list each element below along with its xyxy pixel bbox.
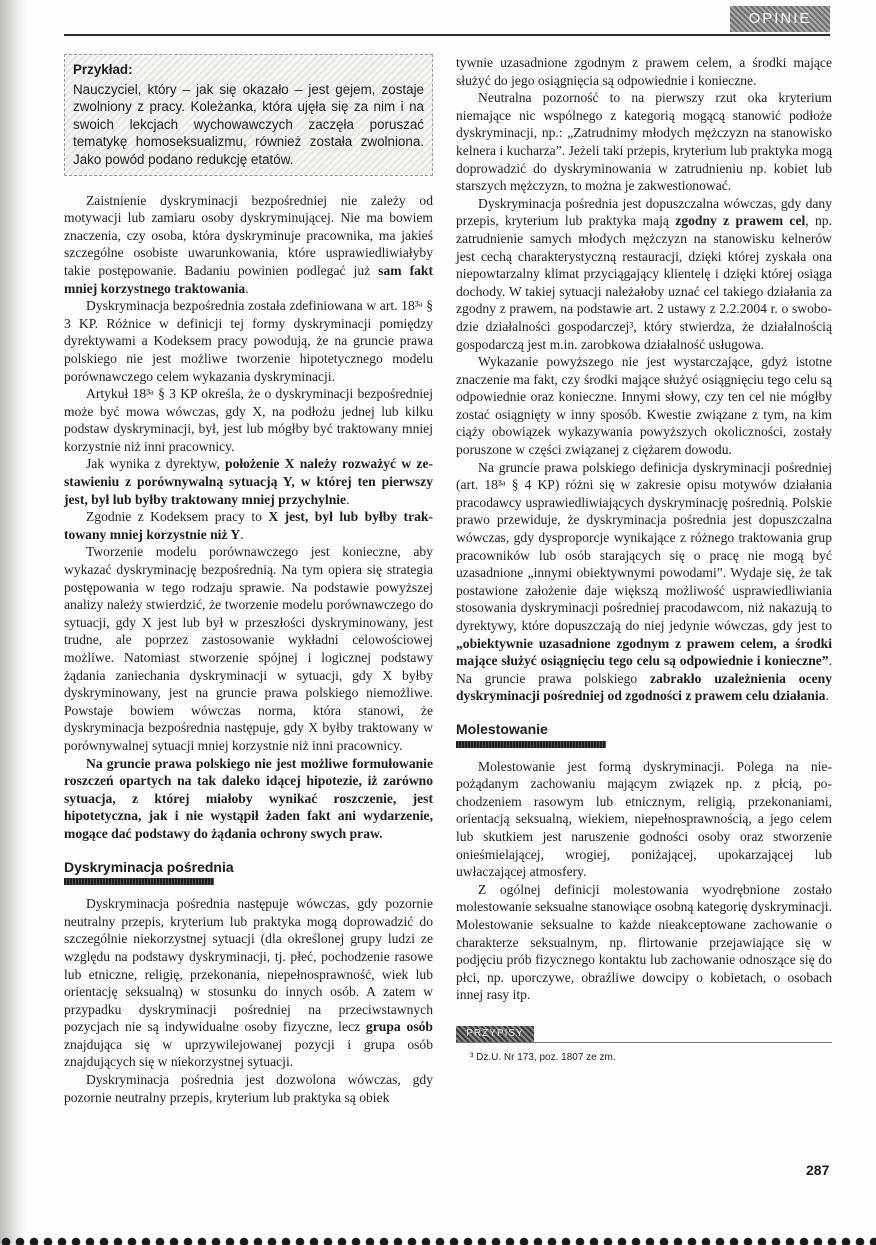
section-heading-harassment: Molestowanie [456,720,548,737]
paragraph: Dyskryminacja pośrednia jest dozwolona wówczas, gdy pozornie neutralny przepis, kryterium lub praktyka są obiek [64,1072,433,1105]
paragraph: Zaistnienie dyskryminacji bezpośredniej nie zależy od motywacji lub zamiaru osoby dyskryminującej. Nie ma bowiem znaczenia, czy osoba, która dyskryminuje pracownika, ma jakieś szczególne osobiste uwarunkowania, które usprawiedliwiałyby takie postępowanie. Badaniu powinien podlegać już sam fakt mniej korzystnego traktowania. [64,192,433,296]
page-number: 287 [806,1162,830,1178]
paragraph: Dyskryminacja bezpośrednia została zdefiniowana w art. 18³ᵃ § 3 KP. Różnice w definicji tej formy dyskryminacji pomiędzy dyrektywami a Kodeksem pracy powodują, że na gruncie prawa polskiego nie jest możliwe tworzenie hipotetycznego modelu porównawczego celem wykazania dyskryminacji. [64,298,433,384]
heading-underline-bar [456,741,606,748]
heading-underline-bar [64,878,214,885]
paragraph: Wykazanie powyższego nie jest wystarczające, gdyż istotne znaczenie ma fakt, czy środki mające służyć osiągnięciu tego celu są odpowiednie oraz konieczne. Innymi słowy, czy ten cel nie mógłby zostać osiągnięty w inny sposób. Kwestie związane z tym, na kim ciąży obowiązek wykazywania powyższych okoliczności, zostały poruszone w części związanej z ciężarem dowodu. [456,354,832,458]
footnote-rule [456,1042,832,1043]
example-box [64,54,433,176]
paragraph: tywnie uzasadnione zgodnym z prawem celem, a środki mające służyć do jego osiągnięcia są odpowiednie i konieczne. [456,55,832,88]
paragraph: Dyskryminacja pośrednia jest dopuszczalna wówczas, gdy dany przepis, kryterium lub praktyka mają zgodny z prawem cel, np. zatrudnienie samych młodych mężczyzn na stanowisku kelnerów jest cechą charakterystyczną restauracji, dzięki której zyskała ona niepowtarzalny klimat przyciągający klientelę i dzięki której osiąga dochody. W takiej sytuacji należałoby uznać cel takiego działania za zgodny z prawem, na podstawie art. 2 ustawy z 2.2.2004 r. o swobodzie działalności gospodarczej³, który stwierdza, że działalnością gospodarczą jest m.in. zarobkowa działalność usługowa. [456,195,832,352]
paragraph: Z ogólnej definicji molestowania wyodrębnione zostało molestowanie seksualne stanowiące osobną kategorię dyskryminacji. Molestowanie seksualne to każde nieakceptowane zachowanie o charakterze seksualnym, np. flirtowanie przejawiające się w podjęciu prób fizycznego kontaktu lub zachowanie odnoszące się do płci, np. uporczywe, obraźliwe dowcipy o kobietach, o osobach innej rasy itp. [456,881,832,1003]
paragraph: Dyskryminacja pośrednia następuje wówczas, gdy pozornie neutralny przepis, kryterium lub praktyka mogą doprowadzić do szczególnie niekorzystnej sytuacji (dla określonej grupy ludzi ze względu na podstawy dyskryminacji, tj. płeć, pochodzenie rasowe lub etniczne, religię, przekonania, niepełnosprawność, wiek lub orientację seksualną) w stosunku do innych osób. A zatem w przypadku dyskryminacji pośredniej na przeciwstawnych pozycjach nie są indywidualne osoby fizyczne, lecz grupa osób znajdująca się w uprzywilejowanej pozycji i grupa osób znajdujących się w niekorzystnej sytuacji. [64,896,433,1070]
paragraph: Zgodnie z Kodeksem pracy to X jest, był lub byłby traktowany mniej korzystnie niż Y. [64,509,434,542]
paragraph-emphasis: Na gruncie prawa polskiego nie jest możliwe formułowanie roszczeń opartych na tak daleko idącej hipotezie, iż zarówno sytuacja, z której miałoby wynikać roszczenie, jest hipotetyczna, jak i nie wystąpił żaden fakt ani wydarzenie, mogące dać podstawy do żądania ochrony swych praw. [64,755,433,841]
footnote: ³ Dz.U. Nr 173, poz. 1807 ze zm. [470,1051,616,1063]
paragraph: Na gruncie prawa polskiego definicja dyskryminacji pośredniej (art. 18³ᵃ § 4 KP) różni się w zakresie opisu motywów działania pracodawcy usprawiedliwiających dyskryminację pośrednią. Polskie prawo przewiduje, że dyskryminacja pośrednia jest dopuszczalna wówczas, gdy dysproporcje wynikające z różnego traktowania grup pracowników lub osób starających się o pracę nie mogą być uzasadnione „innymi obiektywnymi powodami”. Wydaje się, że tak postawione założenie daje większą możliwość usprawiedliwiania stosowania dyskryminacji pośredniej pracodawcom, niż nakazują to dyrektywy, które dopuszczają do niej jedynie wówczas, gdy jest to „obiektywnie uzasadnione zgodnym z prawem celem, a środki mające służyć osiągnięciu tego celu są odpowiednie i konieczne”. Na gruncie prawa polskiego zabrakło uzależnienia oceny dyskryminacji pośredniej od zgodności z prawem celu działania. [456,459,832,704]
example-title: Przykład: [73,62,133,77]
paragraph: Jak wynika z dyrektyw, położenie X należy rozważyć w zestawieniu z porównywalną sytuacją Y, w której ten pierwszy jest, był lub byłby traktowany mniej przychylnie. [64,456,434,507]
right-column [456,54,832,1064]
example-text: Nauczyciel, który – jak się okazało – jest gejem, zostaje zwolniony z pracy. Koleżanka, która ujęła się za nim i na swoich lekcjach wychowawczych zaczęła poruszać tematykę homoseksualizmu, również została zwolniona. Jako powód podano redukcję etatów. [73,81,424,167]
page-left-edge-shadow [0,0,26,1245]
paragraph: Tworzenie modelu porównawczego jest konieczne, aby wykazać dyskryminację bezpośrednią. Na tym opiera się strategia postępowania w tego rodzaju sprawie. Na podstawie powyższej analizy należy stwierdzić, że tworzenie modelu porównawczego do sytuacji, gdy X jest lub był w przeszłości dyskryminowany, jest trudne, ale poprzez zastosowanie wykładni celowościowej możliwe. Natomiast stworzenie spójnej i logicznej podstawy żądania zaniechania dyskryminacji w sytuacji, gdy X byłby dyskryminowany, jest na gruncie prawa polskiego niemożliwe. Powstaje bowiem wówczas norma, która stanowi, że dyskryminacja bezpośrednia następuje, gdy X byłby traktowany w porównywalnej sytuacji mniej korzystnie niż inni pracownicy. [64,544,433,753]
paragraph: Neutralna pozorność to na pierwszy rzut oka kryterium niemające nic wspólnego z kategorią mogącą stanowić podłoże dyskryminacji, np.: „Zatrudnimy młodych mężczyzn na stanowisko kelnera i kucharza”. Jeżeli taki przepis, kryterium lub praktyka mogą doprowadzić do dyskryminowania w zatrudnieniu np. kobiet lub starszych mężczyzn, to można je zakwestionować. [456,90,832,194]
header-rule [64,34,830,36]
perforation-edge [0,1233,876,1245]
paragraph: Molestowanie jest formą dyskryminacji. Polega na niepożądanym zachowaniu mającym związek np. z płcią, pochodzeniem rasowym lub etnicznym, religią, przekonaniami, orientacją seksualną, wiekiem, niepełnosprawnością, a jego celem lub skutkiem jest naruszenie godności osoby oraz stworzenie onieśmielającej, wrogiej, poniżającej, upokarzającej lub uwłaczającej atmosfery. [456,758,832,880]
section-heading-indirect-discrimination: Dyskryminacja pośrednia [64,858,234,875]
section-label: OPINIE [730,6,830,32]
paragraph: Artykuł 18³ᵃ § 3 KP określa, że o dyskryminacji bezpośredniej może być mowa wówczas, gdy X, na podłożu jednej lub kilku podstaw dyskryminacji, był, jest lub mógłby być traktowany mniej korzystnie niż inni pracownicy. [64,386,433,454]
left-column [64,54,433,1106]
footnotes-label: PRZYPISY [456,1026,534,1042]
